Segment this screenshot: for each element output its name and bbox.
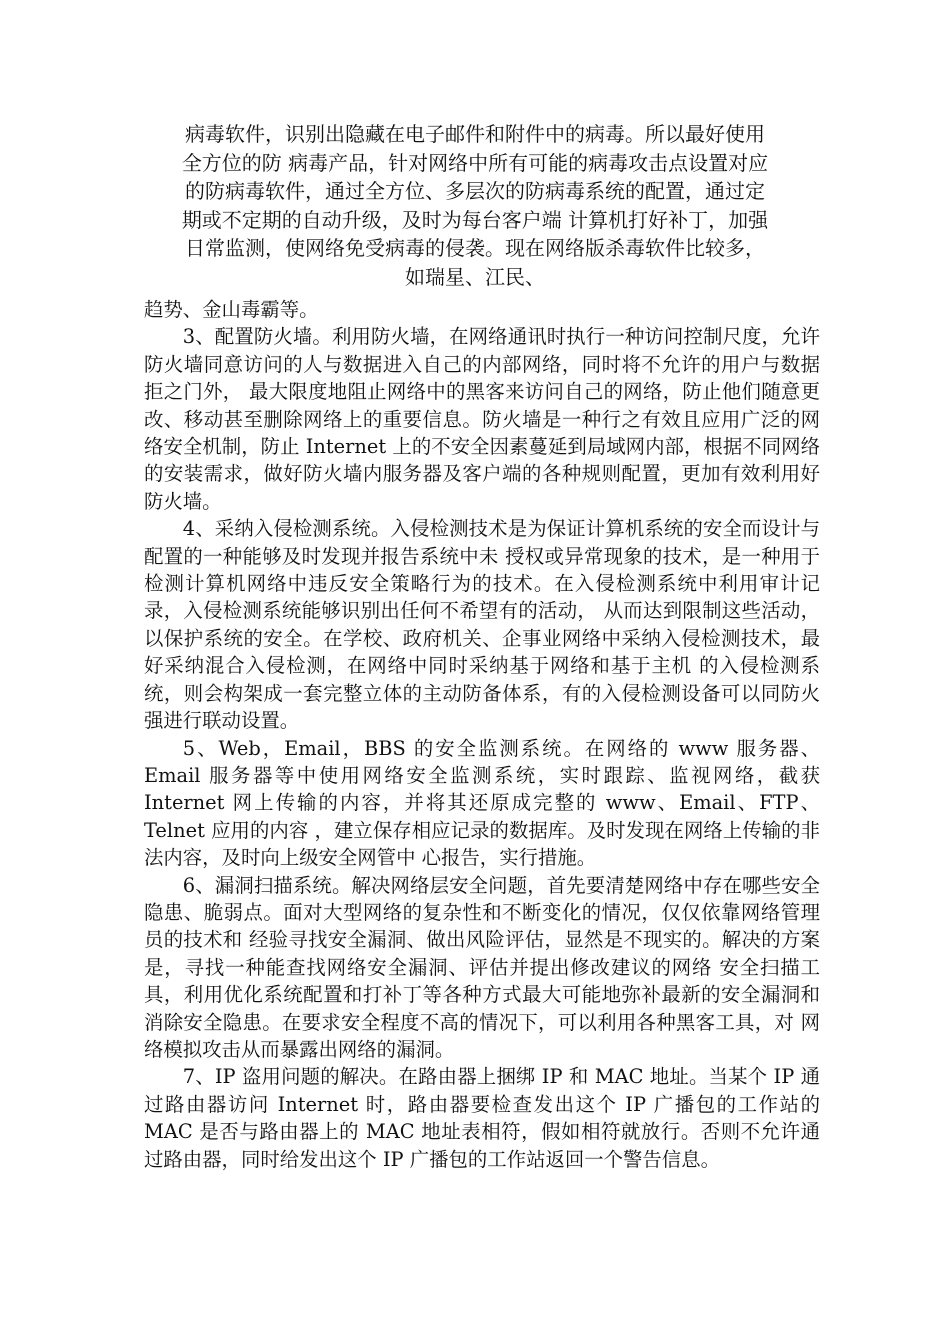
centered-line: 的防病毒软件，通过全方位、多层次的防病毒系统的配置，通过定 bbox=[185, 179, 765, 203]
centered-line: 病毒软件，识别出隐藏在电子邮件和附件中的病毒。所以最好使用 bbox=[185, 122, 765, 146]
centered-line: 期或不定期的自动升级，及时为每台客户端 计算机打好补丁，加强 bbox=[181, 207, 769, 232]
centered-line: 日常监测，使网络免受病毒的侵袭。现在网络版杀毒软件比较多， bbox=[185, 236, 765, 260]
paragraph-vulnerability-scanning: 6、漏洞扫描系统。解决网络层安全问题，首先要清楚网络中存在哪些安全隐患、脆弱点。面对大型网络的复杂性和不断变化的情况，仅仅依靠网络管理员的技术和 经验寻找安全漏洞、做出风险评估，显然是不现实的。解决的方案是，寻找一种能查找网络安全漏洞、评估并提出修改建议的网络 安全扫描工具，利用优化系统配置和打补丁等各种方式最大可能地弥补最新的安全漏洞和消除安全隐患。在要求安全程度不高的情况下，可以利用各种黑客工具，对 网络模拟攻击从而暴露出网络的漏洞。 bbox=[144, 873, 820, 1061]
paragraph-ip-theft: 7、IP 盗用问题的解决。在路由器上捆绑 IP 和 MAC 地址。当某个 IP 通过路由器访问 Internet 时，路由器要检查发出这个 IP 广播包的工作站的 MAC 是否与路由器上的 MAC 地址表相符，假如相符就放行。否则不允许通过路由器，同时给发出这个 IP 广播包的工作站返回一个警告信息。 bbox=[144, 1065, 820, 1171]
body-text bbox=[144, 296, 820, 1173]
paragraph-web-email-bbs-monitoring: 5、Web，Email，BBS 的安全监测系统。在网络的 www 服务器、Email 服务器等中使用网络安全监测系统，实时跟踪、监视网络，截获 Internet 网上传输的内容，并将其还原成完整的 www、Email、FTP、Telnet 应用的内容 ，建立保存相应记录的数据库。及时发现在网络上传输的非法内容，及时向上级安全网管中 心报告，实行措施。 bbox=[144, 736, 820, 870]
paragraph-firewall: 3、配置防火墙。利用防火墙，在网络通讯时执行一种访问控制尺度，允许防火墙同意访问的人与数据进入自己的内部网络，同时将不允许的用户与数据拒之门外， 最大限度地阻止网络中的黑客来访问自己的网络，防止他们随意更改、移动甚至删除网络上的重要信息。防火墙是一种行之有效且应用广泛的网络安全机制，防止 Internet 上的不安全因素蔓延到局域网内部，根据不同网络的安装需求，做好防火墙内服务器及客户端的各种规则配置，更加有效利用好防火墙。 bbox=[144, 325, 820, 513]
centered-line: 全方位的防 病毒产品，针对网络中所有可能的病毒攻击点设置对应 bbox=[181, 150, 769, 175]
paragraph-intrusion-detection: 4、采纳入侵检测系统。入侵检测技术是为保证计算机系统的安全而设计与配置的一种能够及时发现并报告系统中未 授权或异常现象的技术，是一种用于检测计算机网络中违反安全策略行为的技术。在入侵检测系统中利用审计记录，入侵检测系统能够识别出任何不希望有的活动， 从而达到限制这些活动，以保护系统的安全。在学校、政府机关、企事业网络中采纳入侵检测技术，最好采纳混合入侵检测，在网络中同时采纳基于网络和基于主机 的入侵检测系统，则会构架成一套完整立体的主动防备体系，有的入侵检测设备可以同防火强进行联动设置。 bbox=[144, 517, 820, 733]
centered-line: 如瑞星、江民、 bbox=[405, 264, 545, 289]
centered-text-block bbox=[140, 120, 810, 291]
paragraph-continuation: 趋势、金山毒霸等。 bbox=[144, 298, 319, 321]
